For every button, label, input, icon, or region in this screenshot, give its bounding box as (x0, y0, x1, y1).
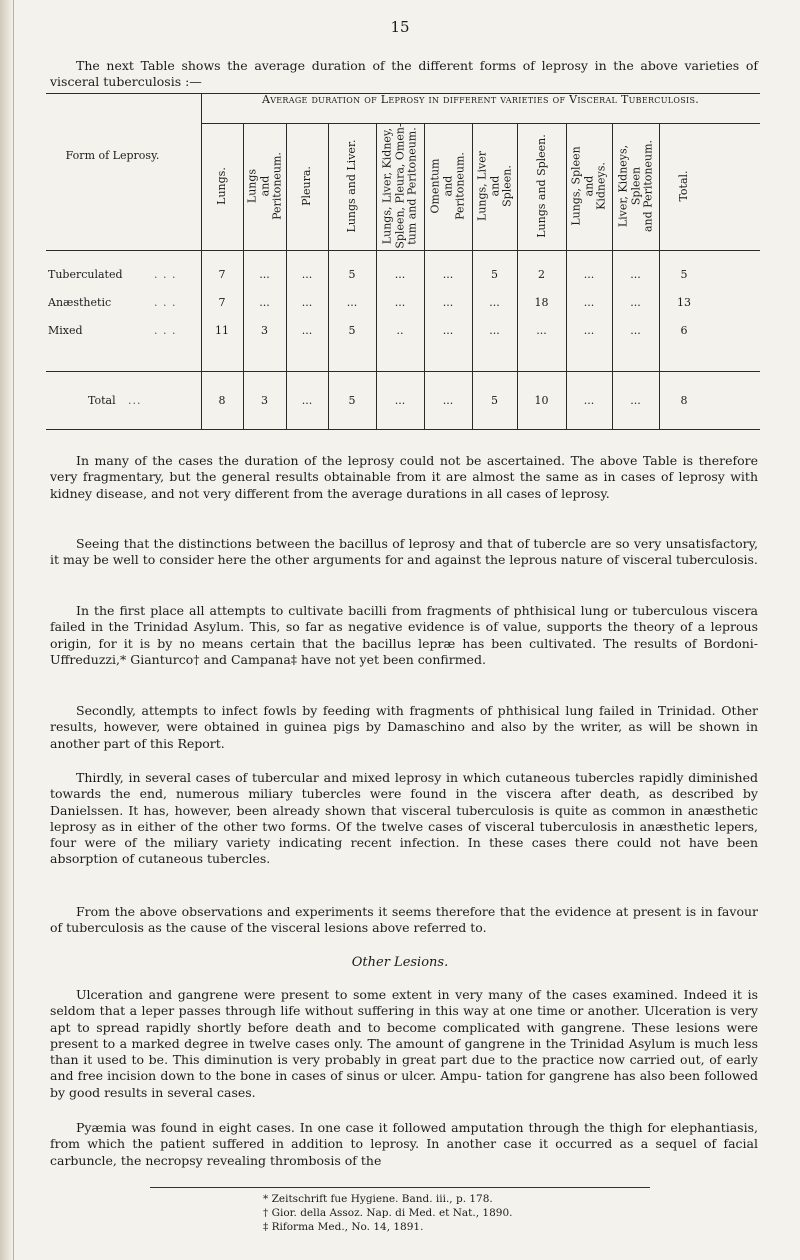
table-bottom-rule (46, 429, 760, 430)
column-header-line: tum and Peritoneum. (405, 127, 419, 245)
column-header-line: Lungs and Liver. (344, 139, 358, 233)
table-cell: 7 (218, 268, 226, 281)
column-header-line: Kidneys. (594, 162, 608, 210)
duration-table (46, 93, 760, 430)
table-cell: ... (630, 394, 641, 407)
header-rule (46, 250, 760, 251)
column-header-text (346, 140, 359, 233)
footnote-3: ‡ Riforma Med., No. 14, 1891. (263, 1221, 424, 1233)
table-cell: 3 (261, 324, 268, 337)
leader-dots: . . . (154, 268, 177, 281)
table-cell: 5 (680, 268, 688, 281)
paragraph-5: Thirdly, in several cases of tubercular and mixed leprosy in which cutaneous tubercles rapidly diminished towards the end, numerous miliary tubercles were found in the viscera after death, as described by Danielssen. It has, however, been already shown that visceral tuberculosis is quite as common in anæsthetic leprosy as in either of the other two forms. Of the twelve cases of visceral tuberculosis in anæsthetic lepers, four were of the miliary variety indicating recent infection. In these cases there could not have been absorption of cutaneous tubercles. (50, 770, 758, 867)
column-header (566, 123, 612, 249)
row-label: Anæsthetic (48, 296, 112, 309)
column-header (472, 123, 517, 249)
column-header-line: Lungs, Liver, Kidney, (380, 127, 394, 245)
column-header-line: and Peritoneum. (640, 139, 654, 233)
page-number: 15 (390, 18, 410, 36)
leader-dots: ... (128, 394, 142, 407)
table-cell: .. (396, 324, 404, 337)
column-header (376, 123, 424, 249)
table-cell: 7 (218, 296, 226, 309)
table-cell: ... (630, 296, 641, 309)
column-header-line: Pleura. (299, 166, 313, 206)
paragraph-2: Seeing that the distinctions between the bacillus of leprosy and that of tubercle are so very unsatisfactory, it may be well to consider here the other arguments for and against the leprous nature of visceral tuberculosis. (50, 536, 758, 568)
table-cell: 8 (218, 394, 226, 407)
column-header-line: Lungs (244, 168, 258, 204)
column-header-line: Spleen. (499, 165, 513, 207)
table-cell: ... (489, 296, 500, 309)
table-cell: 11 (215, 324, 229, 337)
paragraph-3: In the first place all attempts to cultivate bacilli from fragments of phthisical lung or tuberculous viscera failed in the Trinidad Asylum. This, so far as negative evidence is of value, supports the theory of a leprous origin, for it is by no means certain that the bacillus lepræ has been cultivated. The results of Bordoni-Uffreduzzi,* Gianturco† and Campana‡ have not yet been confirmed. (50, 603, 758, 667)
column-header-line: Spleen (628, 166, 642, 206)
table-cell: ... (442, 296, 454, 309)
table-cell: ... (346, 296, 358, 309)
table-cell: ... (583, 324, 595, 337)
column-header (243, 123, 286, 249)
table-caption: Average duration of Leprosy in different varieties of Visceral Tuberculosis. (261, 93, 700, 106)
table-cell: ... (259, 268, 270, 281)
column-header-line: Total. (676, 170, 690, 202)
table-cell: ... (583, 268, 595, 281)
column-header (517, 123, 566, 249)
column-header-text (301, 166, 314, 206)
column-header (659, 123, 709, 249)
column-header-line: Lungs and Spleen. (534, 134, 548, 238)
table-cell: ... (394, 394, 406, 407)
table-cell: 5 (348, 324, 356, 337)
paragraph-4: Secondly, attempts to infect fowls by feeding with fragments of phthisical lung failed in Trinidad. Other results, however, were obtained in guinea pigs by Damaschino and also by the writer, as will be shown in another part of this Report. (50, 703, 758, 751)
column-header-line: Lungs, Spleen (569, 146, 583, 226)
column-header (424, 123, 472, 249)
table-cell: 5 (348, 268, 356, 281)
table-cell: 6 (680, 324, 688, 337)
column-header-line: and (581, 175, 595, 197)
column-header-text (678, 170, 691, 201)
column-header-line: Peritoneum. (269, 152, 283, 220)
binding-line (13, 0, 14, 1260)
table-cell: ... (442, 394, 454, 407)
total-rule (46, 371, 760, 372)
intro-paragraph: The next Table shows the average duration of the different forms of leprosy in the above varieties of visceral tuberculosis :— (50, 58, 758, 90)
page-binding-edge (0, 0, 14, 1260)
leader-dots: . . . (154, 324, 177, 337)
table-cell: 5 (491, 268, 498, 281)
total-row-label: Total (88, 394, 116, 407)
column-header-text (570, 146, 608, 225)
column-header-line: Lungs, Liver (474, 151, 488, 221)
table-cell: ... (630, 324, 641, 337)
column-header-line: Lungs. (214, 167, 228, 205)
table-cell: 18 (534, 296, 549, 309)
column-header (612, 123, 659, 249)
table-cell: ... (259, 296, 270, 309)
column-header-line: Spleen, Pleura, Omen- (392, 123, 406, 249)
footnote-rule (150, 1187, 650, 1188)
table-cell: ... (301, 324, 313, 337)
column-header-text (429, 152, 467, 220)
paragraph-8: Pyæmia was found in eight cases. In one case it followed amputation through the thigh for elephantiasis, from which the patient suffered in addition to leprosy. In another case it occurred as a sequel of facial carbuncle, the necropsy revealing thrombosis of the (50, 1120, 758, 1168)
table-cell: ... (583, 394, 595, 407)
row-label: Mixed (48, 324, 83, 337)
table-cell: ... (583, 296, 595, 309)
paragraph-1: In many of the cases the duration of the leprosy could not be ascertained. The above Table is therefore very fragmentary, but the general results obtainable from it are almost the same as in cases of leprosy with kidney disease, and not very different from the average durations in all cases of leprosy. (50, 453, 758, 501)
table-cell: 8 (680, 394, 688, 407)
table-cell: ... (489, 324, 500, 337)
column-header-text (617, 140, 655, 232)
column-header-text (381, 123, 419, 248)
table-cell: ... (301, 268, 313, 281)
column-header-text (535, 134, 548, 238)
column-header-line: Liver, Kidneys, (615, 144, 629, 228)
table-cell: ... (301, 394, 313, 407)
table-cell: 10 (534, 394, 549, 407)
footnote-1: * Zeitschrift fue Hygiene. Band. iii., p. 178. (263, 1193, 493, 1205)
table-cell: ... (630, 268, 641, 281)
column-header-line: Omentum (428, 158, 442, 214)
column-header (286, 123, 328, 249)
table-cell: 5 (348, 394, 356, 407)
column-header-text (246, 152, 284, 220)
leader-dots: . . . (154, 296, 177, 309)
column-header-text (216, 167, 229, 205)
footnote-2: † Gior. della Assoz. Nap. di Med. et Nat., 1890. (263, 1207, 513, 1219)
table-cell: ... (536, 324, 547, 337)
column-header (201, 123, 243, 249)
table-cell: 3 (261, 394, 268, 407)
column-header-line: and (257, 175, 271, 197)
table-cell: ... (442, 324, 454, 337)
form-of-leprosy-header: Form of Leprosy. (65, 149, 160, 162)
column-header-line: Peritoneum. (453, 152, 467, 220)
table-cell: 5 (491, 394, 498, 407)
table-cell: ... (394, 268, 406, 281)
column-header-line: and (487, 175, 501, 197)
column-header-text (476, 151, 514, 221)
paragraph-7: Ulceration and gangrene were present to some extent in very many of the cases examined. Indeed it is seldom that a leper passes through life without suffering in this way at one time or another. Ulceration is very apt to spread rapidly shortly before death and to become complicated with gangrene. These lesions were present to a marked degree in twelve cases only. The amount of gangrene in the Trinidad Asylum is much less than it used to be. This diminution is very probably in great part due to the practice now carried out, of early and free incision down to the bone in cases of sinus or ulcer. Ampu- tation for gangrene has also been followed by good results in several cases. (50, 987, 758, 1100)
column-header (328, 123, 376, 249)
table-cell: ... (301, 296, 313, 309)
row-label: Tuberculated (48, 268, 123, 281)
table-cell: ... (442, 268, 454, 281)
section-heading: Other Lesions. (351, 955, 449, 970)
paragraph-6: From the above observations and experiments it seems therefore that the evidence at present is in favour of tuberculosis as the cause of the visceral lesions above referred to. (50, 904, 758, 936)
table-cell: ... (394, 296, 406, 309)
table-cell: 13 (677, 296, 691, 309)
table-cell: 2 (538, 268, 545, 281)
column-header-line: and (440, 175, 454, 197)
